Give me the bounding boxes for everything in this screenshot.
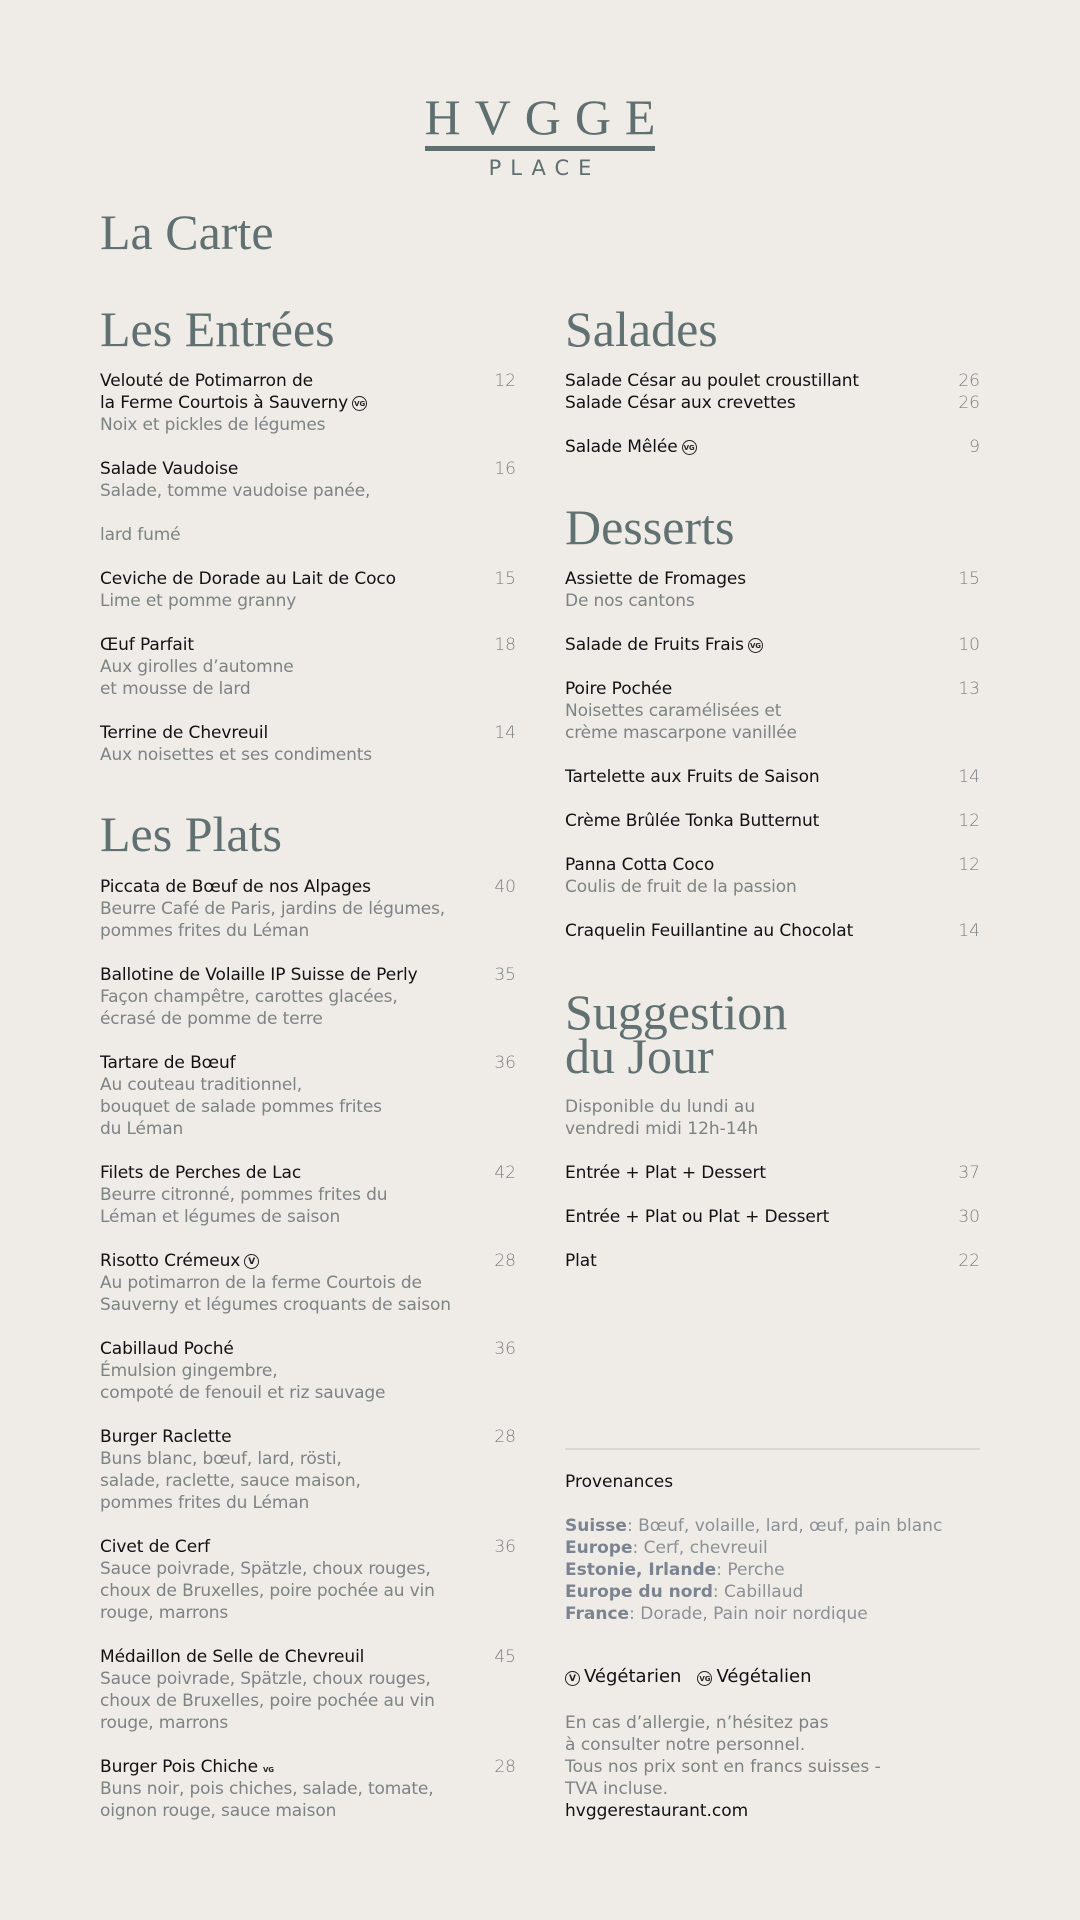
item-description: compoté de fenouil et riz sauvage <box>100 1383 386 1403</box>
menu-item <box>100 876 516 942</box>
item-description: Émulsion gingembre, <box>100 1361 278 1381</box>
item-price: 26 <box>958 393 980 413</box>
item-price: 42 <box>494 1163 516 1183</box>
provenance-line <box>565 1581 980 1603</box>
item-description: choux de Bruxelles, poire pochée au vin <box>100 1581 435 1601</box>
provenance-products: : Dorade, Pain noir nordique <box>629 1604 868 1624</box>
item-name: Salade César aux crevettes <box>565 393 796 413</box>
item-description: salade, raclette, sauce maison, <box>100 1471 361 1491</box>
menu-item <box>565 920 980 942</box>
footer-notes <box>565 1712 980 1822</box>
item-name: Entrée + Plat ou Plat + Dessert <box>565 1207 830 1227</box>
item-description: lard fumé <box>100 525 181 545</box>
logo-underline <box>425 146 655 151</box>
item-price: 37 <box>958 1163 980 1183</box>
item-name: Poire Pochée <box>565 679 673 699</box>
menu-item <box>100 1338 516 1404</box>
item-name: Civet de Cerf <box>100 1537 210 1557</box>
item-name: Salade de Fruits Frais <box>565 635 744 655</box>
item-name: Filets de Perches de Lac <box>100 1163 302 1183</box>
item-price: 10 <box>958 635 980 655</box>
menu-item <box>100 722 516 766</box>
website-link[interactable]: hvggerestaurant.com <box>565 1801 749 1821</box>
provenance-origin: Suisse <box>565 1516 627 1536</box>
suggestion-note-line: Disponible du lundi au <box>565 1097 756 1117</box>
item-name: Ballotine de Volaille IP Suisse de Perly <box>100 965 418 985</box>
provenance-line <box>565 1537 980 1559</box>
item-description: rouge, marrons <box>100 1603 229 1623</box>
item-name: Terrine de Chevreuil <box>100 723 269 743</box>
item-name: Crème Brûlée Tonka Butternut <box>565 811 820 831</box>
item-price: 28 <box>494 1427 516 1447</box>
section-heading-suggestion <box>565 984 788 1084</box>
menu-item <box>100 1162 516 1228</box>
provenance-products: : Cerf, chevreuil <box>632 1538 768 1558</box>
menu-item <box>100 1756 516 1822</box>
menu-item <box>565 370 980 392</box>
vegetarian-icon: V <box>565 1671 580 1686</box>
item-description: Coulis de fruit de la passion <box>565 877 797 897</box>
menu-item <box>565 766 980 788</box>
vegan-icon: VG <box>352 396 367 411</box>
item-price: 14 <box>958 767 980 787</box>
menu-item <box>100 370 516 436</box>
footer-line: En cas d’allergie, n’hésitez pas <box>565 1713 829 1733</box>
item-name: Médaillon de Selle de Chevreuil <box>100 1647 365 1667</box>
item-description: rouge, marrons <box>100 1713 229 1733</box>
vegan-icon: VG <box>682 440 697 455</box>
item-price: 14 <box>494 723 516 743</box>
menu-item <box>565 1206 980 1228</box>
item-description: De nos cantons <box>565 591 695 611</box>
item-price: 18 <box>494 635 516 655</box>
vegan-icon: VG <box>262 1766 274 1774</box>
item-description: Buns blanc, bœuf, lard, rösti, <box>100 1449 342 1469</box>
item-description: crème mascarpone vanillée <box>565 723 797 743</box>
item-name: Tartare de Bœuf <box>100 1053 236 1073</box>
item-description: Salade, tomme vaudoise panée, <box>100 481 371 501</box>
item-price: 26 <box>958 371 980 391</box>
item-description: écrasé de pomme de terre <box>100 1009 323 1029</box>
item-name: Entrée + Plat + Dessert <box>565 1163 766 1183</box>
item-description: bouquet de salade pommes frites <box>100 1097 382 1117</box>
menu-item <box>565 1250 980 1272</box>
provenance-origin: Europe <box>565 1538 633 1558</box>
menu-item <box>565 568 980 612</box>
item-price: 35 <box>494 965 516 985</box>
item-description: Au couteau traditionnel, <box>100 1075 302 1095</box>
vegetarian-icon: V <box>244 1254 259 1269</box>
suggestion-note-line: vendredi midi 12h-14h <box>565 1119 759 1139</box>
provenance-origin: France <box>565 1604 630 1624</box>
item-name: Salade Mêlée <box>565 437 678 457</box>
item-description: Sauverny et légumes croquants de saison <box>100 1295 451 1315</box>
item-description: du Léman <box>100 1119 184 1139</box>
item-name: Burger Raclette <box>100 1427 232 1447</box>
item-description: Au potimarron de la ferme Courtois de <box>100 1273 422 1293</box>
item-description: Sauce poivrade, Spätzle, choux rouges, <box>100 1559 431 1579</box>
item-description: Beurre citronné, pommes frites du <box>100 1185 388 1205</box>
divider <box>565 1448 980 1450</box>
item-name: Tartelette aux Fruits de Saison <box>565 767 820 787</box>
item-price: 14 <box>958 921 980 941</box>
menu-item <box>100 1646 516 1734</box>
provenance-origin: Estonie, Irlande <box>565 1560 717 1580</box>
item-name: Burger Pois Chiche <box>100 1757 258 1777</box>
provenance-line <box>565 1559 980 1581</box>
item-description: Noix et pickles de légumes <box>100 415 326 435</box>
item-price: 40 <box>494 877 516 897</box>
item-price: 30 <box>958 1207 980 1227</box>
menu-item <box>100 458 516 546</box>
menu-item <box>100 568 516 612</box>
menu-item <box>565 634 980 656</box>
plats-list <box>100 876 516 1844</box>
item-description: pommes frites du Léman <box>100 1493 310 1513</box>
item-description: Léman et légumes de saison <box>100 1207 341 1227</box>
item-name: Plat <box>565 1251 597 1271</box>
menu-item <box>100 964 516 1030</box>
item-price: 9 <box>969 437 980 457</box>
item-price: 45 <box>494 1647 516 1667</box>
footer-line: TVA incluse. <box>565 1779 669 1799</box>
suggestion-note <box>565 1096 980 1140</box>
provenances-list <box>565 1515 980 1625</box>
menu-item <box>100 634 516 700</box>
item-name: Salade Vaudoise <box>100 459 239 479</box>
item-price: 28 <box>494 1757 516 1777</box>
logo-subtitle: PLACE <box>488 156 601 180</box>
provenance-line <box>565 1515 980 1537</box>
item-price: 36 <box>494 1053 516 1073</box>
entrees-list <box>100 370 516 788</box>
provenance-origin: Europe du nord <box>565 1582 713 1602</box>
item-description: Sauce poivrade, Spätzle, choux rouges, <box>100 1669 431 1689</box>
item-description: Noisettes caramélisées et <box>565 701 782 721</box>
provenance-products: : Cabillaud <box>712 1582 804 1602</box>
suggestion-heading-line: du Jour <box>565 1028 714 1084</box>
provenance-products: : Bœuf, volaille, lard, œuf, pain blanc <box>626 1516 943 1536</box>
vegan-label: Végétalien <box>716 1666 812 1687</box>
item-name: Œuf Parfait <box>100 635 194 655</box>
item-price: 15 <box>494 569 516 589</box>
item-name: Ceviche de Dorade au Lait de Coco <box>100 569 396 589</box>
provenance-line <box>565 1603 980 1625</box>
provenance-products: : Perche <box>716 1560 785 1580</box>
section-heading-salades: Salades <box>565 301 718 357</box>
item-price: 12 <box>958 855 980 875</box>
item-description: choux de Bruxelles, poire pochée au vin <box>100 1691 435 1711</box>
provenances-title: Provenances <box>565 1472 674 1492</box>
page-title: La Carte <box>100 204 274 260</box>
item-name: Velouté de Potimarron de <box>100 371 313 391</box>
menu-item <box>100 1426 516 1514</box>
menu-item <box>100 1052 516 1140</box>
item-name: Panna Cotta Coco <box>565 855 715 875</box>
section-heading-desserts: Desserts <box>565 499 735 555</box>
item-price: 13 <box>958 679 980 699</box>
item-name: Assiette de Fromages <box>565 569 747 589</box>
vegan-icon: VG <box>748 638 763 653</box>
item-price: 28 <box>494 1251 516 1271</box>
restaurant-logo <box>0 89 1080 180</box>
menu-item <box>565 678 980 744</box>
diet-legend <box>565 1666 812 1688</box>
section-heading-plats: Les Plats <box>100 806 282 862</box>
item-price: 16 <box>494 459 516 479</box>
item-description: Buns noir, pois chiches, salade, tomate, <box>100 1779 434 1799</box>
item-description: oignon rouge, sauce maison <box>100 1801 337 1821</box>
suggestion-heading-line: Suggestion <box>565 984 788 1040</box>
menu-item <box>565 392 980 414</box>
menu-item <box>565 1162 980 1184</box>
desserts-list <box>565 568 980 964</box>
suggestion-list <box>565 1096 980 1294</box>
item-description: Aux noisettes et ses condiments <box>100 745 372 765</box>
vegan-icon: VG <box>697 1671 712 1686</box>
item-description: Aux girolles d’automne <box>100 657 294 677</box>
item-description: pommes frites du Léman <box>100 921 310 941</box>
menu-item <box>565 810 980 832</box>
menu-item <box>565 436 980 458</box>
item-price: 22 <box>958 1251 980 1271</box>
item-name-cont: la Ferme Courtois à Sauverny <box>100 393 349 413</box>
item-price: 36 <box>494 1339 516 1359</box>
item-price: 36 <box>494 1537 516 1557</box>
item-description: et mousse de lard <box>100 679 251 699</box>
menu-item <box>100 1250 516 1316</box>
salades-list <box>565 370 980 480</box>
logo-wordmark: HVGGE <box>424 89 670 145</box>
item-price: 15 <box>958 569 980 589</box>
item-price: 12 <box>958 811 980 831</box>
footer-line: à consulter notre personnel. <box>565 1735 806 1755</box>
item-description: Façon champêtre, carottes glacées, <box>100 987 398 1007</box>
footer-line: Tous nos prix sont en francs suisses - <box>565 1757 881 1777</box>
item-description: Lime et pomme granny <box>100 591 297 611</box>
menu-item <box>100 1536 516 1624</box>
item-name: Cabillaud Poché <box>100 1339 234 1359</box>
section-heading-entrees: Les Entrées <box>100 301 335 357</box>
item-name: Risotto Crémeux <box>100 1251 241 1271</box>
item-name: Salade César au poulet croustillant <box>565 371 860 391</box>
menu-item <box>565 854 980 898</box>
item-price: 12 <box>494 371 516 391</box>
vegetarian-label: Végétarien <box>584 1666 682 1687</box>
item-name: Craquelin Feuillantine au Chocolat <box>565 921 854 941</box>
item-description: Beurre Café de Paris, jardins de légumes, <box>100 899 446 919</box>
item-name: Piccata de Bœuf de nos Alpages <box>100 877 371 897</box>
